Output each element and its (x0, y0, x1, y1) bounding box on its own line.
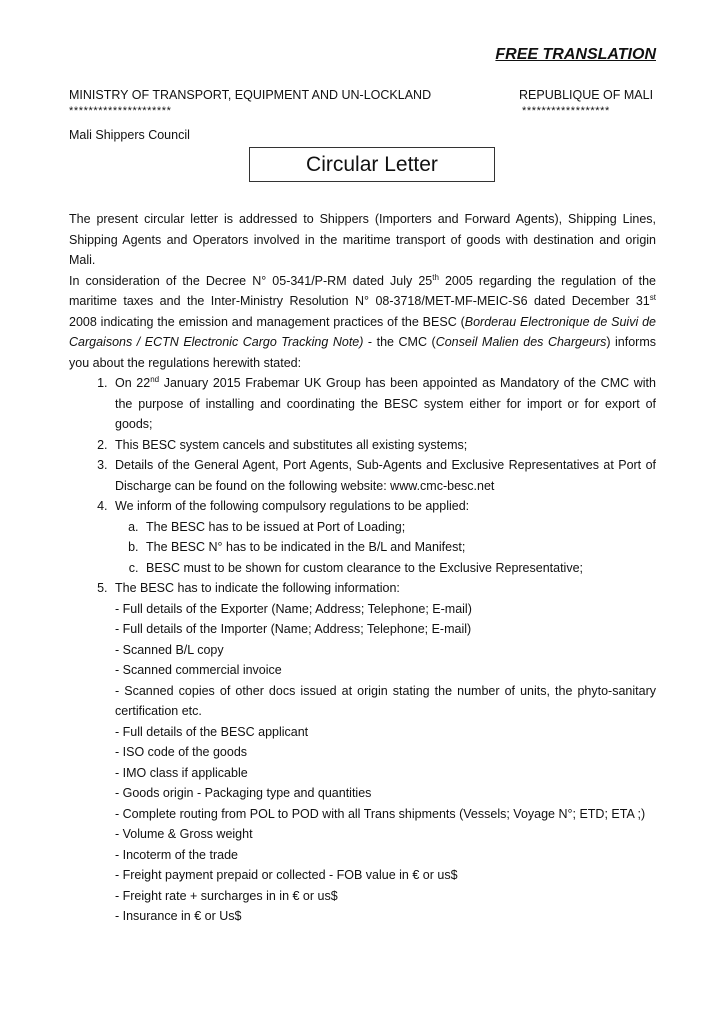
ministry-heading: MINISTRY OF TRANSPORT, EQUIPMENT AND UN-LOCKLAND (69, 88, 432, 102)
info-line: - Scanned copies of other docs issued at origin stating the number of units, the phyto-sanitary certification etc. (115, 683, 656, 718)
text-span: 2005 regarding the regulation of the maritime taxes and the Inter-Ministry Resolution N° 08-3718/MET-MF-MEIC-S6 dated December 31 (69, 273, 656, 308)
info-line: - Scanned commercial invoice (115, 663, 282, 677)
regulations-list (69, 373, 656, 927)
intro-paragraph-1: The present circular letter is addressed to Shippers (Importers and Forward Agents), Shipping Lines, Shipping Agents and Operators involved in the maritime transport of goods with destination and origin Mali. (69, 212, 656, 267)
sub-regulations-list (115, 517, 656, 579)
info-line: - Goods origin - Packaging type and quantities (115, 786, 372, 800)
intro-paragraph-2 (69, 271, 656, 374)
text-span: On 22 (115, 376, 151, 390)
document-title (249, 147, 495, 182)
letter-body (69, 209, 656, 927)
superscript: th (432, 272, 439, 282)
info-line: - Incoterm of the trade (115, 847, 238, 862)
list-item (111, 578, 656, 927)
info-line: - Full details of the BESC applicant (115, 724, 309, 739)
stars-divider-left: ********************* (69, 105, 172, 117)
info-line: - Freight payment prepaid or collected - FOB value in € or us$ (115, 868, 458, 882)
info-line: - Full details of the Exporter (Name; Address; Telephone; E-mail) (115, 601, 472, 616)
document-title-text: Circular Letter (306, 152, 438, 176)
superscript: st (649, 292, 656, 302)
text-span: 2008 indicating the emission and management practices of the BESC ( (69, 314, 465, 329)
info-line: - Scanned B/L copy (115, 642, 224, 657)
list-item: 2. This BESC system cancels and substitutes all existing systems; (111, 435, 656, 456)
free-translation-label: FREE TRANSLATION (495, 46, 656, 63)
information-list (115, 599, 656, 927)
sub-list-item: b. The BESC N° has to be indicated in the B/L and Manifest; (142, 537, 656, 558)
text-span: January 2015 Frabemar UK Group has been appointed as Mandatory of the CMC with the purpose of installing and coordinating the BESC system either for import or for export of goods; (115, 376, 656, 431)
council-name: Mali Shippers Council (69, 128, 190, 142)
sub-list-item: c. BESC must to be shown for custom clearance to the Exclusive Representative; (142, 558, 656, 579)
text-span: The BESC has to indicate the following information: (115, 581, 400, 595)
info-line: - Full details of the Importer (Name; Address; Telephone; E-mail) (115, 622, 472, 636)
text-span: We inform of the following compulsory regulations to be applied: (115, 499, 470, 513)
info-line: - IMO class if applicable (115, 765, 248, 780)
info-line: - Complete routing from POL to POD with all Trans shipments (Vessels; Voyage N°; ETD; ETA ;) (115, 806, 646, 821)
list-item (111, 496, 656, 578)
superscript: nd (150, 374, 160, 384)
info-line: - Freight rate + surcharges in in € or us$ (115, 888, 338, 903)
info-line: - ISO code of the goods (115, 745, 248, 759)
info-line: - Insurance in € or Us$ (115, 909, 242, 923)
italic-text: Borderau Electronique de Suivi de Cargaisons / ECTN Electronic Cargo Tracking Note) (69, 314, 656, 349)
italic-text: Conseil Malien des Chargeurs (435, 335, 607, 349)
list-item (111, 373, 656, 435)
list-item: 3. Details of the General Agent, Port Agents, Sub-Agents and Exclusive Representatives at Port of Discharge can be found on the following website: www.cmc-besc.net (111, 455, 656, 496)
republic-heading: REPUBLIQUE OF MALI (519, 88, 654, 102)
sub-list-item: a. The BESC has to be issued at Port of Loading; (142, 517, 656, 538)
text-span: ) informs you about the regulations herewith stated: (69, 335, 656, 370)
stars-divider-right: ****************** (522, 105, 610, 117)
text-span: In consideration of the Decree N° 05-341/P-RM dated July 25 (69, 273, 433, 288)
text-span: - the CMC ( (363, 335, 436, 349)
info-line: - Volume & Gross weight (115, 827, 253, 841)
